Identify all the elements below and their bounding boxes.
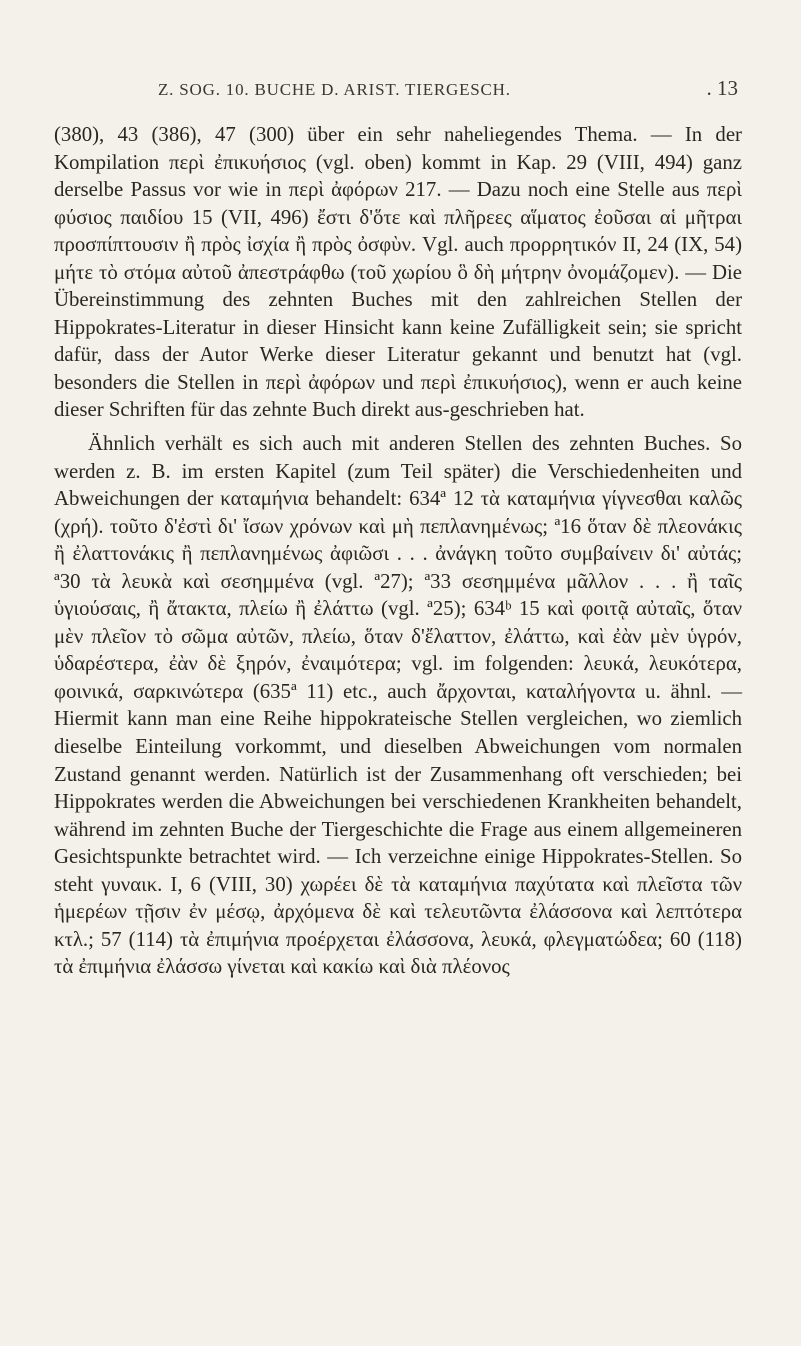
page-number: . 13 xyxy=(706,76,738,100)
running-head-title: Z. SOG. 10. BUCHE D. ARIST. TIERGESCH. xyxy=(158,80,511,99)
body-text xyxy=(54,121,742,981)
paragraph-2: Ähnlich verhält es sich auch mit anderen Stellen des zehnten Buches. So werden z. B. im ersten Kapitel (zum Teil später) die Verschiedenheiten und Abweichungen der καταμήνια behandelt: 634ª 12 τὰ καταμήνια γίγνεσθαι καλῶς (χρή). τοῦτο δ'ἐστὶ δι' ἴσων χρόνων καὶ μὴ πεπλανημένως; ª16 ὅταν δὲ πλεονάκις ἢ ἐλαττονάκις ἢ πεπλανημένως ἀφιῶσι . . . ἀνάγκη τοῦτο συμβαίνειν δι' αὐτάς; ª30 τὰ λευκὰ καὶ σεσημμένα (vgl. ª27); ª33 σεσημμένα μᾶλλον . . . ἢ ταῖς ὑγιούσαις, ἢ ἄτακτα, πλείω ἢ ἐλάττω (vgl. ª25); 634ᵇ 15 καὶ φοιτᾷ αὐταῖς, ὅταν μὲν πλεῖον τὸ σῶμα αὐτῶν, πλείω, ὅταν δ'ἔλαττον, ἐλάττω, καὶ ἐὰν μὲν ὑγρόν, ὑδαρέστερα, ἐὰν δὲ ξηρόν, ἐναιμότερα; vgl. im folgenden: λευκά, λευκότερα, φοινικά, σαρκινώτερα (635ª 11) etc., auch ἄρχονται, καταλήγοντα u. ähnl. — Hiermit kann man eine Reihe hippokrateische Stellen vergleichen, wo ziemlich dieselbe Einteilung vorkommt, und dieselben Abweichungen vom normalen Zustand genannt werden. Natürlich ist der Zusammenhang oft verschieden; bei Hippokrates werden die Abweichungen bei verschiedenen Krankheiten behandelt, während im zehnten Buche der Tiergeschichte die Frage aus einem allgemeineren Gesichtspunkte betrachtet wird. — Ich verzeichne einige Hippokrates-Stellen. So steht γυναικ. I, 6 (VIII, 30) χωρέει δὲ τὰ καταμήνια παχύτατα καὶ πλεῖστα τῶν ἡμερέων τῇσιν ἐν μέσῳ, ἀρχόμενα δὲ καὶ τελευτῶντα ἐλάσσονα καὶ λεπτότερα κτλ.; 57 (114) τὰ ἐπιμήνια προέρχεται ἐλάσσονα, λευκά, φλεγματώδεα; 60 (118) τὰ ἐπιμήνια ἐλάσσω γίνεται καὶ κακίω καὶ διὰ πλέονος xyxy=(54,432,742,979)
paragraph-1: (380), 43 (386), 47 (300) über ein sehr naheliegendes Thema. — In der Kompilation περὶ ἐπικυήσιος (vgl. oben) kommt in Kap. 29 (VIII, 494) ganz derselbe Passus vor wie in περὶ ἀφόρων 217. — Dazu noch eine Stelle aus περὶ φύσιος παιδίου 15 (VII, 496) ἔστι δ'ὅτε καὶ πλῆρεες αἵματος ἐοῦσαι αἱ μῆτραι προσπίπτουσιν ἢ πρὸς ἰσχία ἢ πρὸς ὀσφὺν. Vgl. auch προρρητικόν II, 24 (IX, 54) μήτε τὸ στόμα αὐτοῦ ἀπεστράφθω (τοῦ χωρίου ὃ δὴ μήτρην ὀνομάζομεν). — Die Übereinstimmung des zehnten Buches mit den zahlreichen Stellen der Hippokrates-Literatur in dieser Hinsicht kann keine Zufälligkeit sein; sie spricht dafür, dass der Autor Werke dieser Literatur gekannt und benutzt hat (vgl. besonders die Stellen in περὶ ἀφόρων und περὶ ἐπικυήσιος), wenn er auch keine dieser Schriften für das zehnte Buch direkt aus-geschrieben hat. xyxy=(54,123,742,422)
